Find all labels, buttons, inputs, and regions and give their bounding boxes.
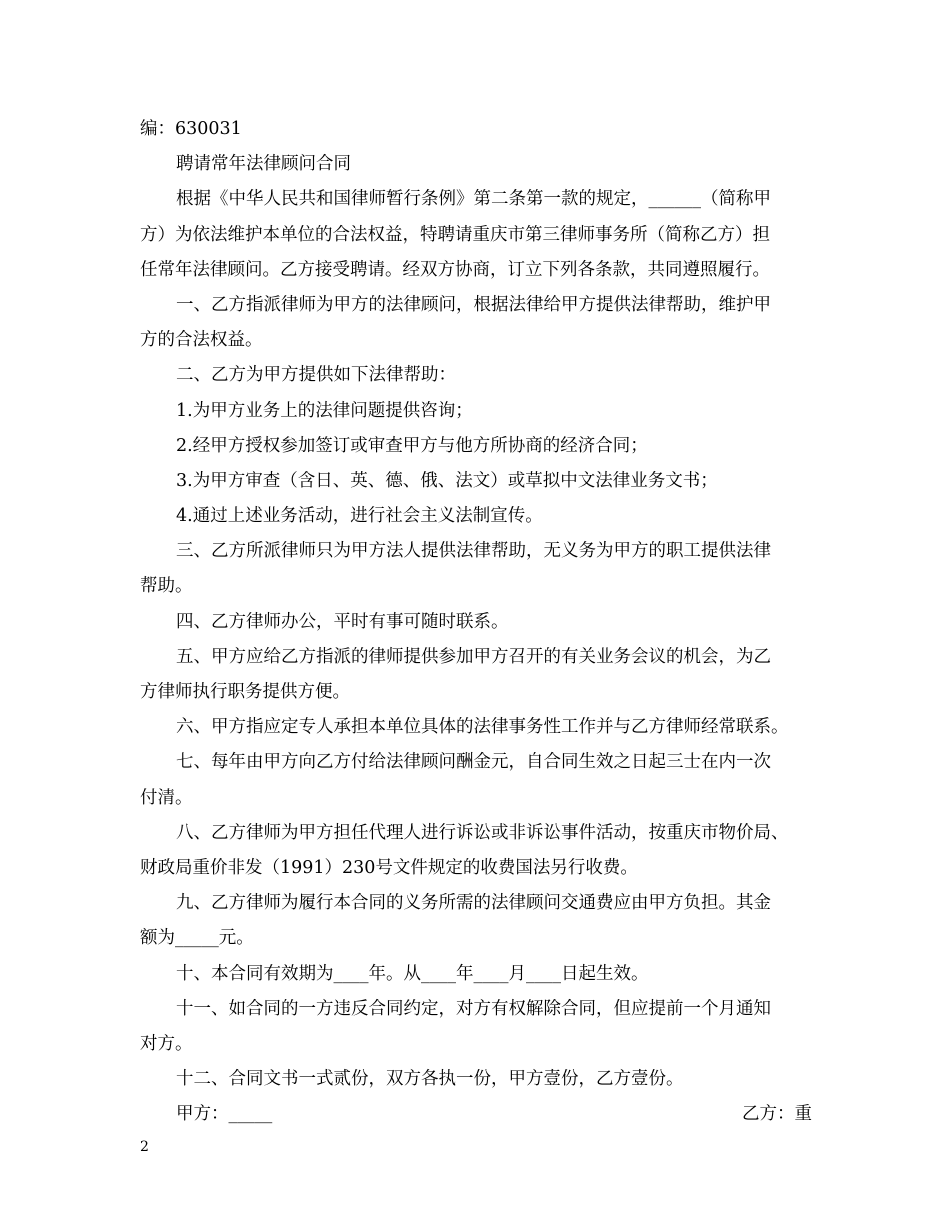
document-title: 聘请常年法律顾问合同 bbox=[176, 154, 351, 175]
document-body bbox=[140, 112, 812, 1132]
document-code: 编：630031 bbox=[140, 119, 242, 139]
signature-row bbox=[140, 1097, 812, 1132]
contract-line: 六、甲方指应定专人承担本单位具体的法律事务性工作并与乙方律师经常联系。 bbox=[176, 717, 789, 738]
contract-line: 2.经甲方授权参加签订或审查甲方与他方所协商的经济合同； bbox=[176, 435, 648, 456]
contract-line: 八、乙方律师为甲方担任代理人进行诉讼或非诉讼事件活动，按重庆市物价局、 bbox=[176, 822, 789, 843]
contract-line: 七、每年由甲方向乙方付给法律顾问酬金元，自合同生效之日起三士在内一次 bbox=[176, 752, 771, 773]
contract-line: 额为_____元。 bbox=[140, 928, 254, 949]
party-b-signature: 乙方：重 bbox=[742, 1104, 812, 1125]
contract-line: 四、乙方律师办公，平时有事可随时联系。 bbox=[176, 611, 509, 632]
contract-line: 1.为甲方业务上的法律问题提供咨询； bbox=[176, 400, 473, 421]
contract-text bbox=[140, 182, 812, 1097]
contract-line: 帮助。 bbox=[140, 576, 193, 597]
contract-line: 任常年法律顾问。乙方接受聘请。经双方协商，订立下列各条款，共同遵照履行。 bbox=[140, 259, 770, 280]
contract-line: 三、乙方所派律师只为甲方法人提供法律帮助，无义务为甲方的职工提供法律 bbox=[176, 541, 771, 562]
contract-line: 财政局重价非发（1991）230号文件规定的收费国法另行收费。 bbox=[140, 857, 638, 878]
contract-line: 付清。 bbox=[140, 787, 193, 808]
contract-line: 十二、合同文书一式贰份，双方各执一份，甲方壹份，乙方壹份。 bbox=[176, 1069, 684, 1090]
page-number: 2 bbox=[140, 1139, 149, 1155]
contract-line: 方）为依法维护本单位的合法权益，特聘请重庆市第三律师事务所（简称乙方）担 bbox=[140, 224, 770, 245]
contract-line: 一、乙方指派律师为甲方的法律顾问，根据法律给甲方提供法律帮助，维护甲 bbox=[176, 294, 771, 315]
contract-line: 十、本合同有效期为____年。从____年____月____日起生效。 bbox=[176, 963, 649, 984]
contract-line: 十一、如合同的一方违反合同约定，对方有权解除合同，但应提前一个月通知 bbox=[176, 998, 771, 1019]
contract-line: 方律师执行职务提供方便。 bbox=[140, 682, 350, 702]
contract-line: 4.通过上述业务活动，进行社会主义法制宣传。 bbox=[176, 506, 543, 527]
contract-line: 五、甲方应给乙方指派的律师提供参加甲方召开的有关业务会议的机会，为乙 bbox=[176, 646, 771, 667]
contract-line: 根据《中华人民共和国律师暂行条例》第二条第一款的规定，______（简称甲 bbox=[176, 189, 771, 210]
contract-line: 二、乙方为甲方提供如下法律帮助： bbox=[176, 365, 456, 386]
contract-line: 九、乙方律师为履行本合同的义务所需的法律顾问交通费应由甲方负担。其金 bbox=[176, 893, 771, 914]
contract-line: 对方。 bbox=[140, 1033, 193, 1054]
contract-line: 3.为甲方审查（含日、英、德、俄、法文）或草拟中文法律业务文书； bbox=[176, 470, 718, 491]
party-a-signature: 甲方：_____ bbox=[176, 1104, 273, 1125]
contract-line: 方的合法权益。 bbox=[140, 330, 263, 351]
